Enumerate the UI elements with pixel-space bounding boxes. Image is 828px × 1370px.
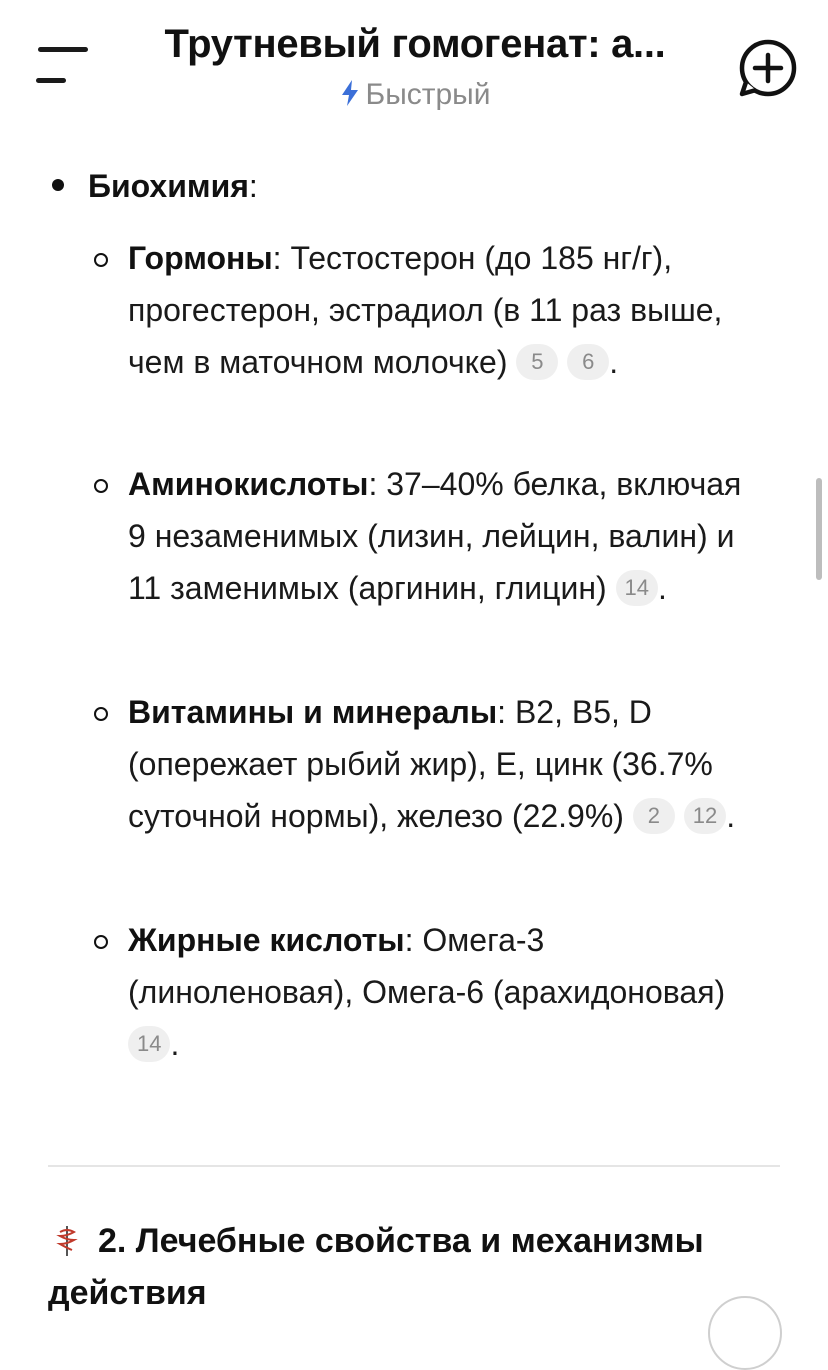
citation-badge[interactable]: 12 [684,798,726,834]
item-end: . [658,570,667,606]
menu-button[interactable] [34,44,90,84]
item-term: Гормоны [128,240,273,276]
sub-bullet-circle [94,935,108,949]
list-heading [52,168,258,205]
mode-selector[interactable] [250,78,580,112]
new-chat-plus-icon[interactable] [736,38,800,100]
citation-badge[interactable]: 6 [567,344,609,380]
list-item [128,686,748,842]
list-item [128,232,748,388]
citation-badge[interactable]: 5 [516,344,558,380]
item-term: Жирные кислоты [128,922,405,958]
item-text: : Тестостерон (до 185 нг/г), прогестерон, эстрадиол (в 11 раз выше, чем в маточном молочке) [128,240,723,380]
citation-badge[interactable]: 14 [616,570,658,606]
scroll-down-button[interactable] [708,1296,782,1370]
item-text: : B2, B5, D (опережает рыбий жир), E, цинк (36.7% суточной нормы), железо (22.9%) [128,694,713,834]
section-divider [48,1165,780,1167]
item-term: Витамины и минералы [128,694,498,730]
list-item [128,914,748,1070]
item-text: : Омега-3 (линоленовая), Омега-6 (арахидоновая) [128,922,726,1010]
heading-colon: : [248,168,258,204]
bolt-icon [340,80,360,106]
section-heading [48,1215,788,1319]
citation-badge[interactable]: 14 [128,1026,170,1062]
section-title-text: 2. Лечебные свойства и механизмы действия [48,1222,704,1312]
sub-bullet-circle [94,479,108,493]
scrollbar[interactable] [816,478,822,580]
top-bar [0,0,828,130]
sub-bullet-circle [94,707,108,721]
item-term: Аминокислоты [128,466,369,502]
item-text: : 37–40% белка, включая 9 незаменимых (лизин, лейцин, валин) и 11 заменимых (аргинин, глицин) [128,466,742,606]
caduceus-icon [56,1224,78,1258]
sub-bullet-circle [94,253,108,267]
heading-text: Биохимия [88,168,249,204]
citation-badge[interactable]: 2 [633,798,675,834]
item-end: . [609,344,619,380]
chat-title[interactable]: Трутневый гомогенат: а... [164,22,666,66]
list-item [128,458,748,614]
bullet-dot [52,179,64,191]
item-end: . [170,1026,180,1062]
mode-label: Быстрый [365,78,491,111]
item-end: . [726,798,736,834]
